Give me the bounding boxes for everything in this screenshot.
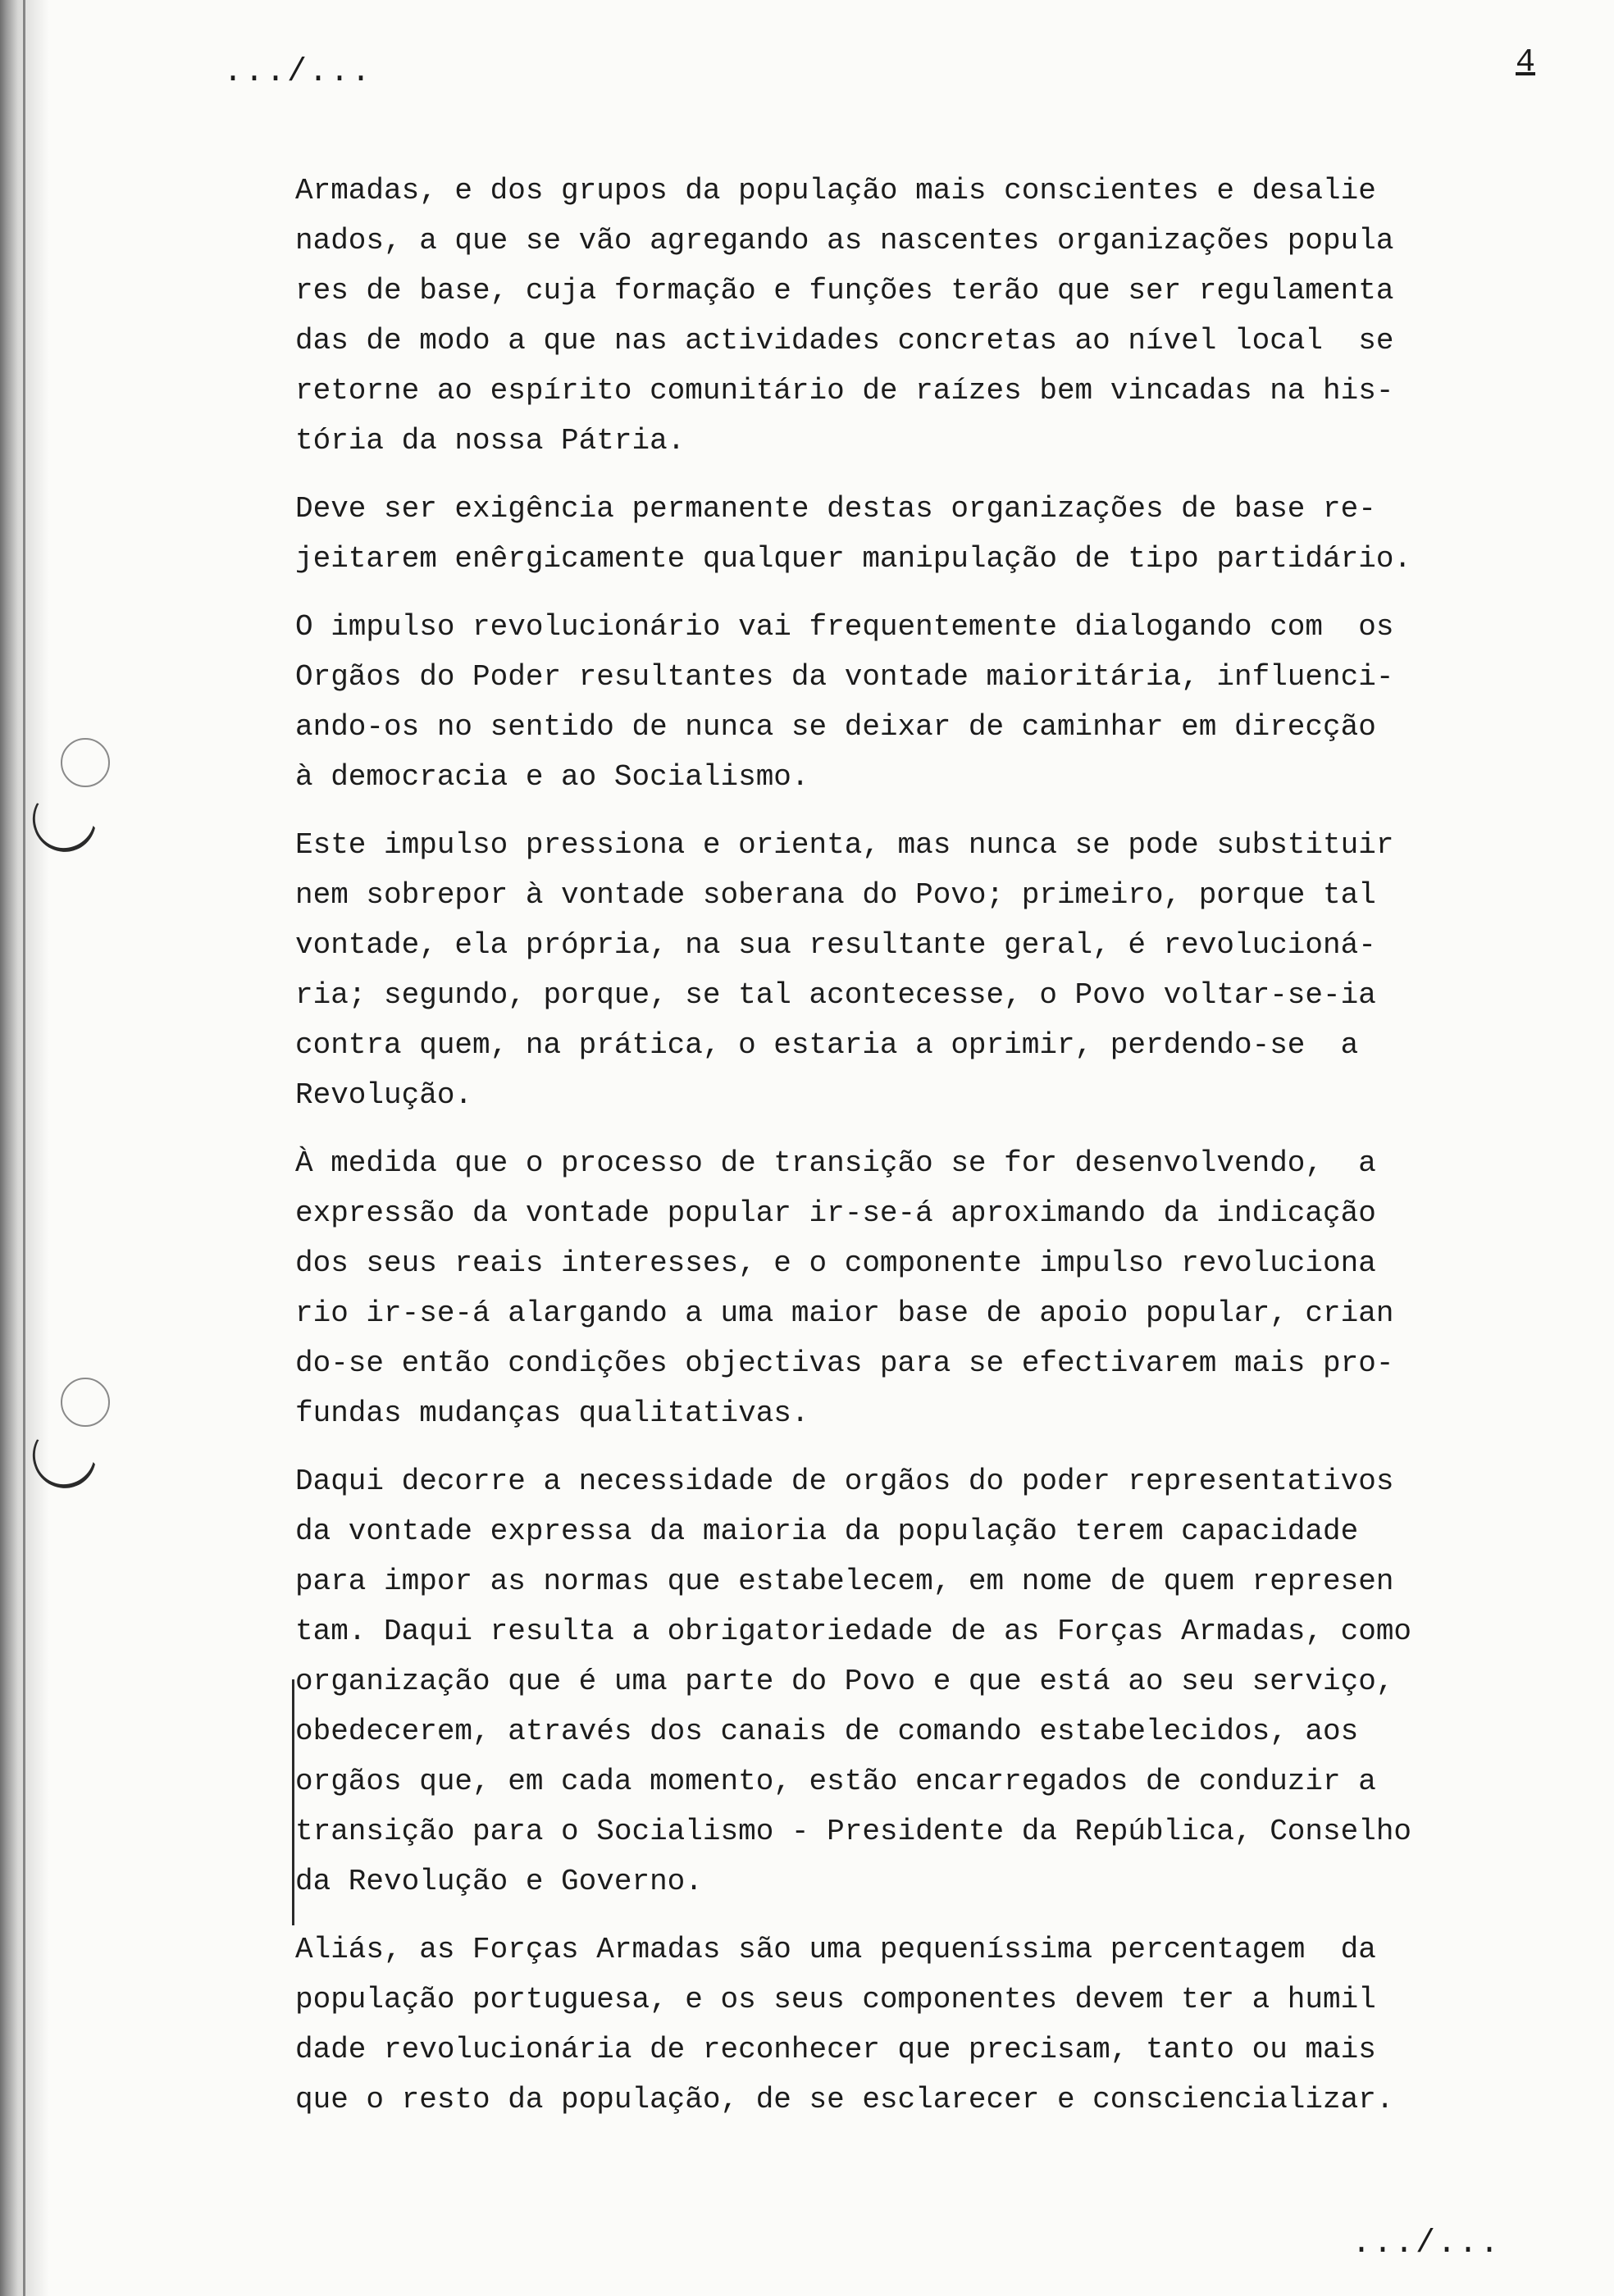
text-line: contra quem, na prática, o estaria a oprimir, perdendo-se a — [295, 1028, 1359, 1062]
text-line: nem sobrepor à vontade soberana do Povo; primeiro, porque tal — [295, 878, 1376, 912]
text-line: do-se então condições objectivas para se efectivarem mais pro- — [295, 1346, 1394, 1380]
text-line: Armadas, e dos grupos da população mais conscientes e desalie — [295, 174, 1376, 207]
text-line: transição para o Socialismo - Presidente da República, Conselho — [295, 1815, 1412, 1848]
text-line: organização que é uma parte do Povo e que está ao seu serviço, — [295, 1665, 1394, 1698]
paragraph — [295, 602, 1575, 802]
text-line: para impor as normas que estabelecem, em nome de quem represen — [295, 1565, 1394, 1598]
text-line: res de base, cuja formação e funções terão que ser regulamenta — [295, 274, 1394, 308]
text-line: retorne ao espírito comunitário de raízes bem vincadas na his- — [295, 374, 1394, 408]
text-line: das de modo a que nas actividades concretas ao nível local se — [295, 324, 1394, 358]
binding-line — [23, 0, 25, 2296]
text-line: Deve ser exigência permanente destas organizações de base re- — [295, 492, 1376, 526]
text-line: dade revolucionária de reconhecer que precisam, tanto ou mais — [295, 2033, 1376, 2066]
text-line: Aliás, as Forças Armadas são uma pequeníssima percentagem da — [295, 1933, 1376, 1966]
margin-bracket — [292, 1679, 294, 1925]
continuation-mark-bottom: .../... — [1352, 2225, 1502, 2262]
text-line: tória da nossa Pátria. — [295, 424, 686, 458]
text-line: população portuguesa, e os seus componentes devem ter a humil — [295, 1983, 1376, 2016]
text-line: ria; segundo, porque, se tal acontecesse, o Povo voltar-se-ia — [295, 978, 1376, 1012]
text-line: Daqui decorre a necessidade de orgãos do poder representativos — [295, 1465, 1394, 1498]
body-text — [295, 166, 1575, 2143]
text-line: que o resto da população, de se esclarecer e consciencializar. — [295, 2083, 1394, 2116]
paragraph — [295, 484, 1575, 584]
punch-hole-lower-ring — [61, 1378, 110, 1427]
punch-hole-upper-ring — [61, 738, 110, 787]
text-line: dos seus reais interesses, e o componente impulso revoluciona — [295, 1246, 1376, 1280]
continuation-mark-top: .../... — [223, 54, 373, 91]
text-line: Orgãos do Poder resultantes da vontade maioritária, influenci- — [295, 660, 1394, 694]
text-line: da Revolução e Governo. — [295, 1865, 703, 1898]
text-line: nados, a que se vão agregando as nascentes organizações popula — [295, 224, 1394, 257]
paragraph — [295, 1138, 1575, 1438]
paragraph — [295, 1456, 1575, 1906]
text-line: jeitarem enêrgicamente qualquer manipulação de tipo partidário. — [295, 542, 1412, 576]
paragraph — [295, 1925, 1575, 2125]
text-line: expressão da vontade popular ir-se-á aproximando da indicação — [295, 1196, 1376, 1230]
text-line: orgãos que, em cada momento, estão encarregados de conduzir a — [295, 1765, 1376, 1798]
paragraph — [295, 166, 1575, 466]
text-line: Revolução. — [295, 1078, 473, 1112]
text-line: rio ir-se-á alargando a uma maior base de apoio popular, crian — [295, 1296, 1394, 1330]
text-line: Este impulso pressiona e orienta, mas nunca se pode substituir — [295, 828, 1394, 862]
text-line: à democracia e ao Socialismo. — [295, 760, 809, 794]
text-line: obedecerem, através dos canais de comando estabelecidos, aos — [295, 1715, 1359, 1748]
text-line: tam. Daqui resulta a obrigatoriedade de as Forças Armadas, como — [295, 1615, 1412, 1648]
text-line: fundas mudanças qualitativas. — [295, 1396, 809, 1430]
text-line: O impulso revolucionário vai frequentemente dialogando com os — [295, 610, 1394, 644]
text-line: vontade, ela própria, na sua resultante geral, é revolucioná- — [295, 928, 1376, 962]
page-number: 4 — [1516, 44, 1536, 81]
paragraph — [295, 820, 1575, 1120]
text-line: À medida que o processo de transição se for desenvolvendo, a — [295, 1146, 1376, 1180]
text-line: ando-os no sentido de nunca se deixar de caminhar em direcção — [295, 710, 1376, 744]
text-line: da vontade expressa da maioria da população terem capacidade — [295, 1515, 1359, 1548]
